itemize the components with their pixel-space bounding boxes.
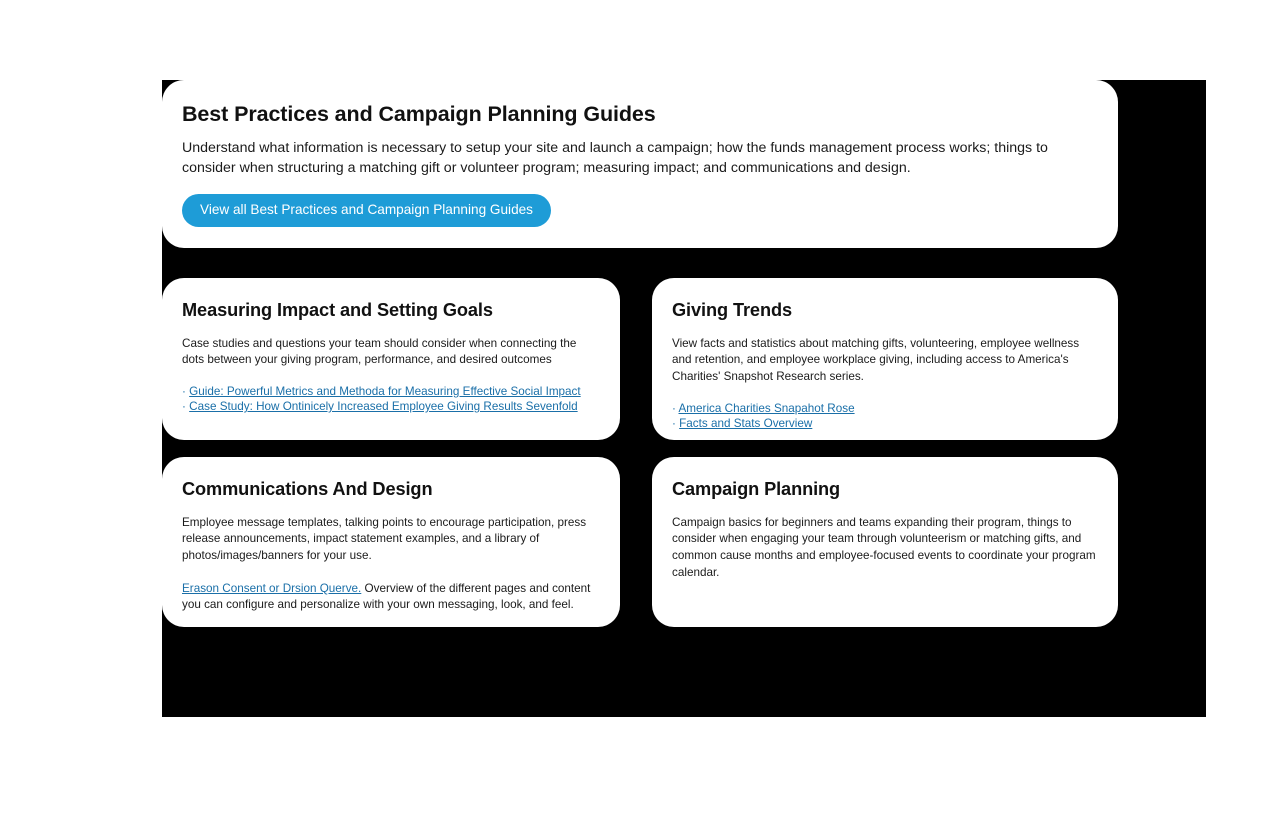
bullet-icon: · — [182, 400, 186, 414]
card-campaign-planning — [652, 457, 1118, 627]
card-description: Case studies and questions your team should consider when connecting the dots between your giving program, performance, and desired outcomes — [182, 336, 577, 367]
view-all-guides-button[interactable]: View all Best Practices and Campaign Planning Guides — [182, 194, 551, 227]
card-link-list — [672, 402, 1096, 432]
bullet-icon: · — [182, 385, 186, 399]
hero-description: Understand what information is necessary to setup your site and launch a campaign; how the funds management process works; things to consider when structuring a matching gift or volunteer program; measuring impact; and communications and design. — [182, 139, 1048, 176]
list-item[interactable] — [672, 417, 1096, 432]
list-item[interactable] — [182, 385, 598, 400]
card-link[interactable]: Guide: Powerful Metrics and Methoda for Measuring Effective Social Impact — [189, 385, 581, 399]
bullet-icon: · — [672, 416, 676, 430]
hero-panel — [162, 80, 1118, 248]
card-title: Campaign Planning — [672, 479, 841, 499]
card-description: View facts and statistics about matching gifts, volunteering, employee wellness and retention, and employee workplace giving, including access to America's Charities' Snapshot Research series. — [672, 336, 1080, 384]
card-link[interactable]: Facts and Stats Overview — [679, 416, 813, 430]
card-link[interactable]: Case Study: How Ontinicely Increased Employee Giving Results Sevenfold — [189, 400, 578, 414]
card-communications-and-design — [162, 457, 620, 627]
card-link[interactable]: America Charities Snapahot Rose — [678, 401, 855, 415]
card-inline-paragraph — [182, 581, 598, 614]
card-title: Measuring Impact and Setting Goals — [182, 300, 493, 320]
card-description: Employee message templates, talking points to encourage participation, press release announcements, impact statement examples, and a library of photos/images/banners for your use. — [182, 515, 587, 563]
list-item[interactable] — [182, 400, 598, 415]
card-giving-trends — [652, 278, 1118, 440]
bullet-icon: · — [672, 401, 676, 415]
card-link-list — [182, 385, 598, 415]
list-item[interactable] — [672, 402, 1096, 417]
card-description: Campaign basics for beginners and teams expanding their program, things to consider when engaging your team through volunteerism or matching gifts, and common cause months and employee-focused events to coordinate your program calendar. — [672, 515, 1096, 579]
card-title: Communications And Design — [182, 479, 433, 499]
card-link[interactable]: Erason Consent or Drsion Querve. — [182, 581, 362, 595]
card-title: Giving Trends — [672, 300, 792, 320]
page-title: Best Practices and Campaign Planning Guides — [182, 102, 656, 126]
card-measuring-impact — [162, 278, 620, 440]
card-inline-text: Overview of the different pages and content you can configure and personalize with your own messaging, look, and feel. — [182, 581, 591, 612]
